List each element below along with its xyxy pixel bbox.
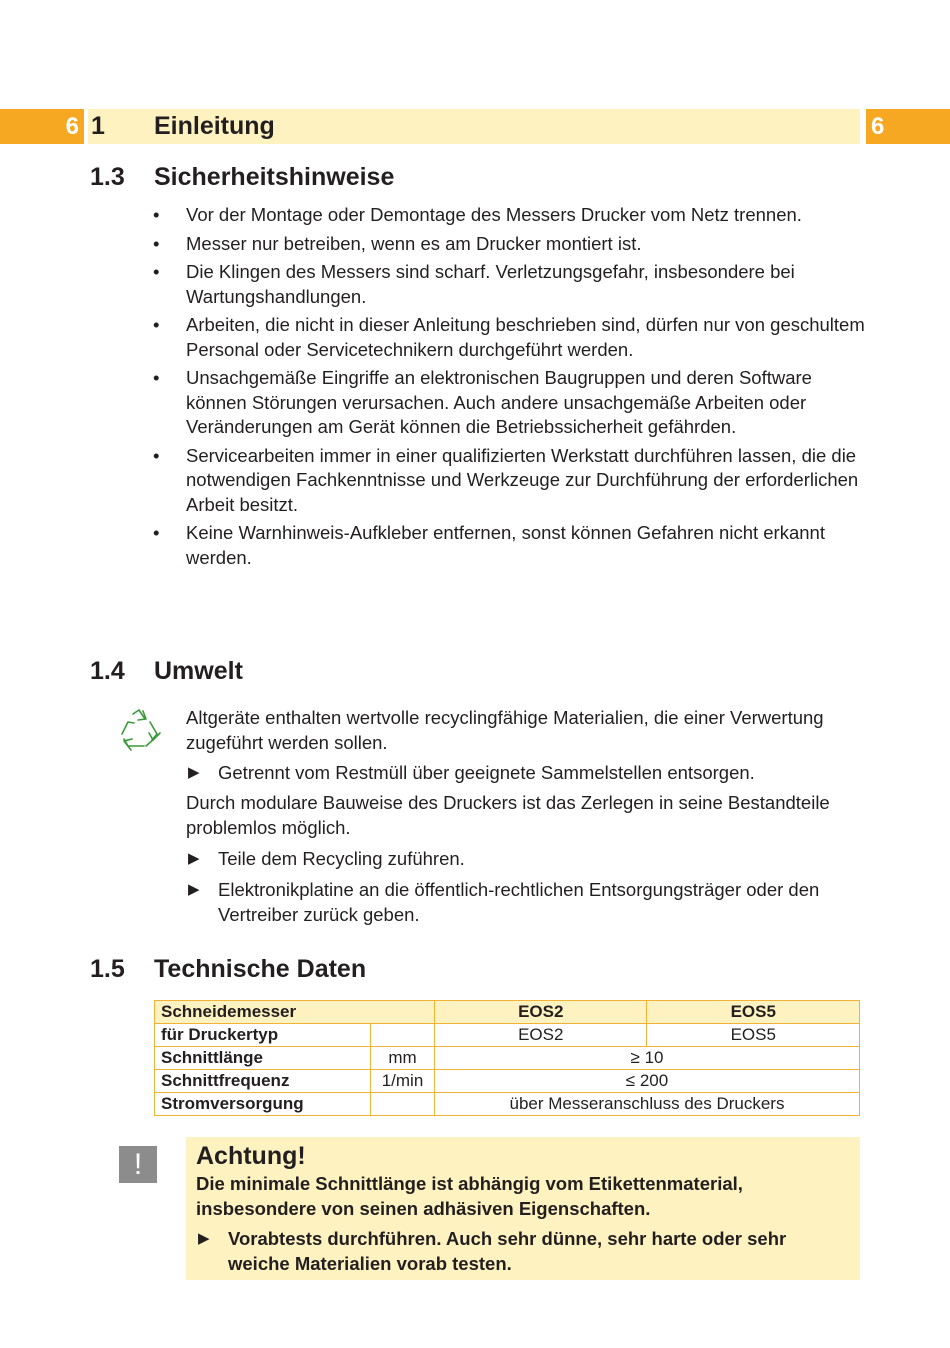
page-number-right: 6 <box>866 109 950 144</box>
chapter-title: Einleitung <box>154 112 275 140</box>
table-row <box>155 1024 860 1047</box>
warning-step: ▶ Vorabtests durchführen. Auch sehr dünne, sehr harte oder sehr weiche Materialien vorab testen. <box>198 1228 787 1274</box>
safety-list <box>150 203 870 574</box>
table-row-label: für Druckertyp <box>155 1024 371 1047</box>
table-row-label: Stromversorgung <box>155 1093 371 1116</box>
exclamation-icon: ! <box>119 1146 157 1183</box>
table-row-label: Schnittlänge <box>155 1047 371 1070</box>
arrow-icon: ▶ <box>188 850 200 867</box>
arrow-icon: ▶ <box>188 881 200 898</box>
warning-box <box>186 1137 860 1280</box>
table-header-cell: EOS5 <box>647 1001 860 1024</box>
table-row <box>155 1047 860 1070</box>
table-unit-cell <box>371 1024 435 1047</box>
list-item: • Die Klingen des Messers sind scharf. Verletzungsgefahr, insbesondere bei Wartungshandlungen. <box>153 261 795 307</box>
list-item: • Unsachgemäße Eingriffe an elektronischen Baugruppen und deren Software können Störungen verursachen. Auch andere unsachgemäße Arbeiten oder Veränderungen am Gerät können die Betriebssicherheit gefährden. <box>153 367 812 437</box>
table-cell: EOS5 <box>647 1024 860 1047</box>
table-header-cell: EOS2 <box>435 1001 647 1024</box>
chapter-header <box>88 109 860 144</box>
section-title: Sicherheitshinweise <box>154 163 395 191</box>
environment-paragraph: Durch modulare Bauweise des Druckers ist das Zerlegen in seine Bestandteile problemlos möglich. <box>186 792 830 838</box>
section-title: Umwelt <box>154 657 243 685</box>
section-heading-environment <box>90 656 243 686</box>
list-item: • Arbeiten, die nicht in dieser Anleitung beschrieben sind, dürfen nur von geschultem Personal oder Servicetechnikern durchgeführt werden. <box>153 314 865 360</box>
list-item: • Vor der Montage oder Demontage des Messers Drucker vom Netz trennen. <box>153 204 802 225</box>
list-item: • Keine Warnhinweis-Aufkleber entfernen, sonst können Gefahren nicht erkannt werden. <box>153 522 825 568</box>
section-heading-safety <box>90 162 394 192</box>
warning-text: Die minimale Schnittlänge ist abhängig vom Etikettenmaterial, insbesondere von seinen adhäsiven Eigenschaften. <box>196 1173 743 1219</box>
instruction-step: ▶ Getrennt vom Restmüll über geeignete Sammelstellen entsorgen. <box>186 761 866 786</box>
table-unit-cell: mm <box>371 1047 435 1070</box>
table-row <box>155 1093 860 1116</box>
list-item: • Messer nur betreiben, wenn es am Drucker montiert ist. <box>153 232 642 254</box>
instruction-step: ▶ Elektronikplatine an die öffentlich-rechtlichen Entsorgungsträger oder den Vertreiber zurück geben. <box>188 879 820 925</box>
warning-title: Achtung! <box>196 1142 306 1170</box>
section-number: 1.3 <box>90 163 125 191</box>
arrow-icon: ▶ <box>198 1230 210 1247</box>
table-header-label: Schneidemesser <box>155 1001 435 1024</box>
section-number: 1.4 <box>90 657 125 685</box>
section-title: Technische Daten <box>154 955 367 983</box>
recycle-icon <box>116 706 162 752</box>
table-unit-cell <box>371 1093 435 1116</box>
table-row <box>155 1070 860 1093</box>
table-cell: ≥ 10 <box>435 1047 860 1070</box>
table-header-row <box>155 1001 860 1024</box>
table-cell: EOS2 <box>435 1024 647 1047</box>
page-number-left: 6 <box>0 109 84 144</box>
list-item: • Servicearbeiten immer in einer qualifizierten Werkstatt durchführen lassen, die die notwendigen Fachkenntnisse und Werkzeuge zur Durchführung der erforderlichen Arbeit besitzt. <box>153 444 859 515</box>
arrow-icon: ▶ <box>188 764 200 781</box>
section-number: 1.5 <box>90 955 125 983</box>
section-heading-technical <box>90 954 366 984</box>
instruction-step: ▶ Teile dem Recycling zuführen. <box>186 847 866 872</box>
table-row-label: Schnittfrequenz <box>155 1070 371 1093</box>
technical-data-table <box>154 1000 860 1116</box>
table-unit-cell: 1/min <box>371 1070 435 1093</box>
environment-paragraph: Altgeräte enthalten wertvolle recyclingfähige Materialien, die einer Verwertung zugeführt werden sollen. <box>186 707 824 753</box>
table-cell: ≤ 200 <box>435 1070 860 1093</box>
table-cell: über Messeranschluss des Druckers <box>435 1093 860 1116</box>
chapter-number: 1 <box>91 112 105 140</box>
